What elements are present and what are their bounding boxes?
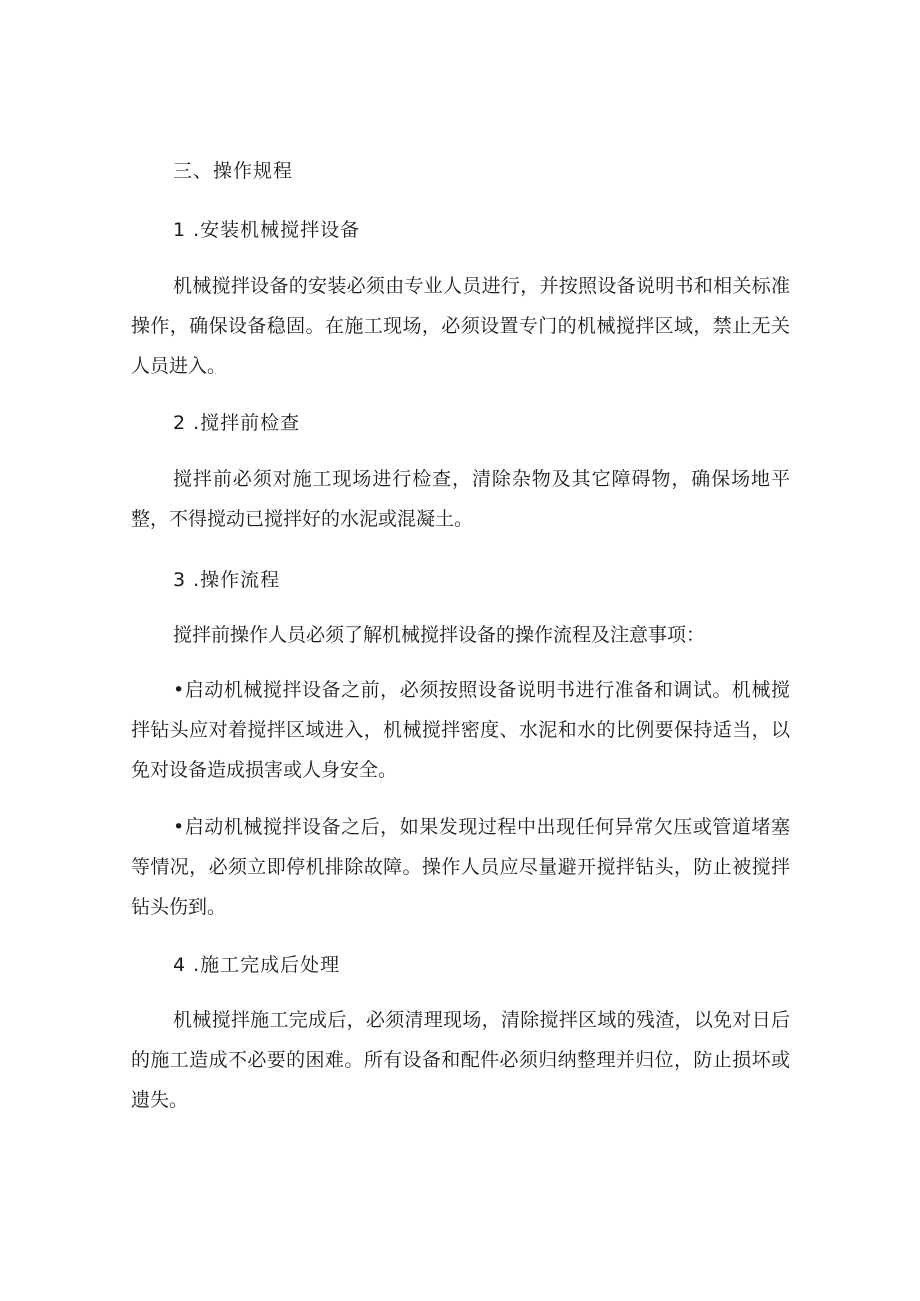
section-4-paragraph: 机械搅拌施工完成后，必须清理现场，清除搅拌区域的残渣，以免对日后的施工造成不必要的困难。所有设备和配件必须归纳整理并归位，防止损坏或遗失。 (131, 1009, 790, 1111)
section-2-paragraph: 搅拌前必须对施工现场进行检查，清除杂物及其它障碍物，确保场地平整，不得搅动已搅拌好的水泥或混凝土。 (131, 468, 790, 530)
section-title-2: 2 .搅拌前检查 (173, 412, 301, 434)
section-3-bullet-1: •启动机械搅拌设备之前，必须按照设备说明书进行准备和调试。机械搅拌钻头应对着搅拌区域进入，机械搅拌密度、水泥和水的比例要保持适当，以免对设备造成损害或人身安全。 (131, 679, 790, 781)
section-1-paragraph: 机械搅拌设备的安装必须由专业人员进行，并按照设备说明书和相关标准操作，确保设备稳固。在施工现场，必须设置专门的机械搅拌区域，禁止无关人员进入。 (131, 275, 790, 377)
main-heading: 三、操作规程 (173, 160, 294, 182)
section-3-bullet-2: •启动机械搅拌设备之后，如果发现过程中出现任何异常欠压或管道堵塞等情况，必须立即停机排除故障。操作人员应尽量避开搅拌钻头，防止被搅拌钻头伤到。 (131, 816, 790, 918)
section-title-1: 1 .安装机械搅拌设备 (173, 219, 361, 241)
section-title-3: 3 .操作流程 (173, 569, 281, 591)
section-3-intro: 搅拌前操作人员必须了解机械搅拌设备的操作流程及注意事项： (173, 624, 706, 646)
section-title-4: 4 .施工完成后处理 (173, 954, 341, 976)
